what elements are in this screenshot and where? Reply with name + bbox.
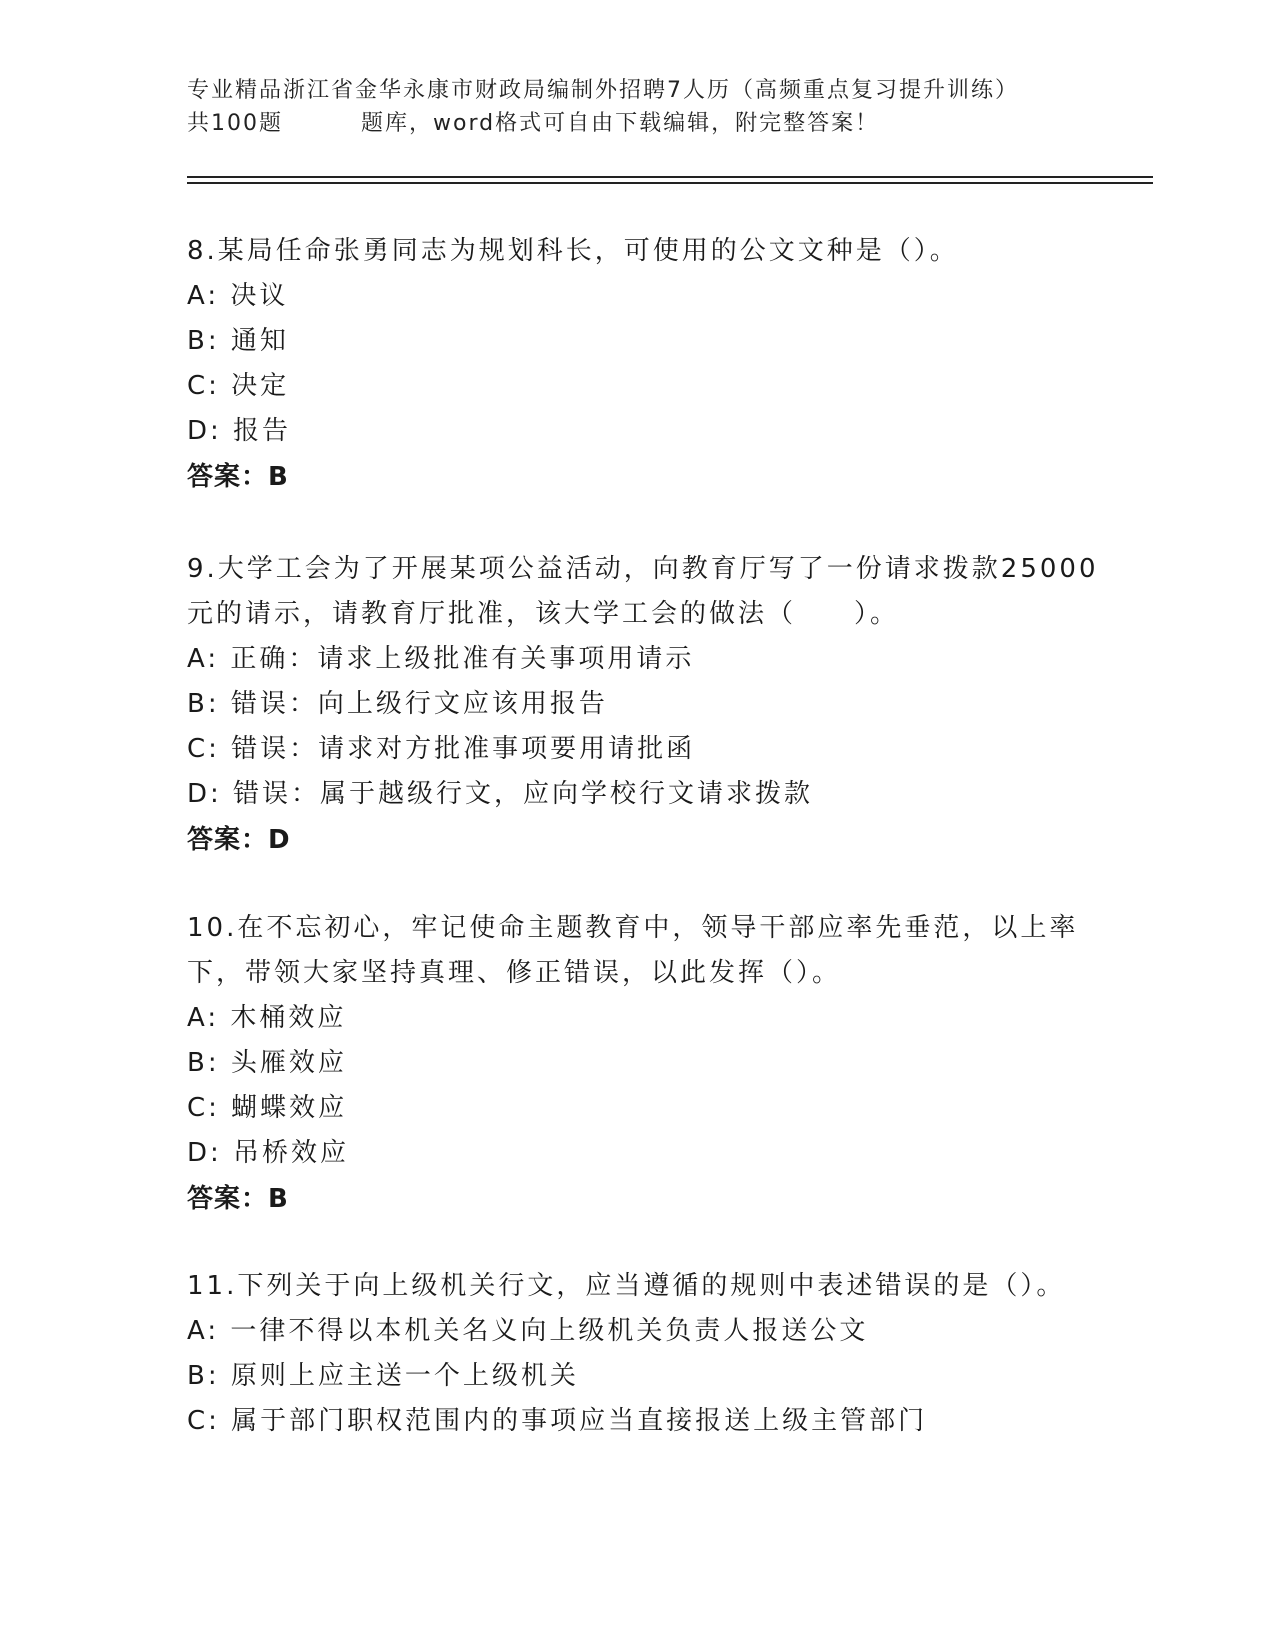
question-10 [187, 906, 1107, 1222]
header-divider-bottom [187, 182, 1153, 184]
document-header [187, 74, 1087, 140]
option-a: A: 一律不得以本机关名义向上级机关负责人报送公文 [187, 1316, 869, 1346]
option-a: A: 决议 [187, 281, 289, 311]
question-8 [187, 229, 1107, 500]
answer-label: 答案：D [187, 825, 291, 855]
option-c: C: 决定 [187, 371, 290, 401]
option-d: D: 吊桥效应 [187, 1138, 350, 1168]
option-a: A: 正确：请求上级批准有关事项用请示 [187, 644, 695, 674]
option-d: D: 报告 [187, 416, 292, 446]
question-stem: 11.下列关于向上级机关行文，应当遵循的规则中表述错误的是（）。 [187, 1271, 1066, 1301]
answer-label: 答案：B [187, 462, 289, 492]
question-stem: 8.某局任命张勇同志为规划科长，可使用的公文文种是（）。 [187, 236, 959, 266]
option-c: C: 属于部门职权范围内的事项应当直接报送上级主管部门 [187, 1406, 928, 1436]
option-a: A: 木桶效应 [187, 1003, 347, 1033]
header-divider-top [187, 176, 1153, 178]
option-b: B: 原则上应主送一个上级机关 [187, 1361, 579, 1391]
header-subtitle [187, 107, 1087, 140]
answer-label: 答案：B [187, 1184, 289, 1214]
option-b: B: 错误：向上级行文应该用报告 [187, 689, 608, 719]
option-c: C: 错误：请求对方批准事项要用请批函 [187, 734, 696, 764]
option-b: B: 通知 [187, 326, 289, 356]
header-question-count: 共100题 [187, 111, 283, 136]
option-d: D: 错误：属于越级行文，应向学校行文请求拨款 [187, 779, 814, 809]
question-stem: 9.大学工会为了开展某项公益活动，向教育厅写了一份请求拨款25000元的请示，请教育厅批准，该大学工会的做法（ ）。 [187, 554, 1099, 629]
question-11 [187, 1264, 1107, 1444]
option-b: B: 头雁效应 [187, 1048, 347, 1078]
option-c: C: 蝴蝶效应 [187, 1093, 348, 1123]
header-title: 专业精品浙江省金华永康市财政局编制外招聘7人历（高频重点复习提升训练） [187, 78, 1019, 103]
header-description: 题库，word格式可自由下载编辑，附完整答案！ [361, 111, 880, 136]
question-stem: 10.在不忘初心，牢记使命主题教育中，领导干部应率先垂范，以上率下，带领大家坚持真理、修正错误，以此发挥（）。 [187, 913, 1079, 988]
question-9 [187, 547, 1107, 863]
